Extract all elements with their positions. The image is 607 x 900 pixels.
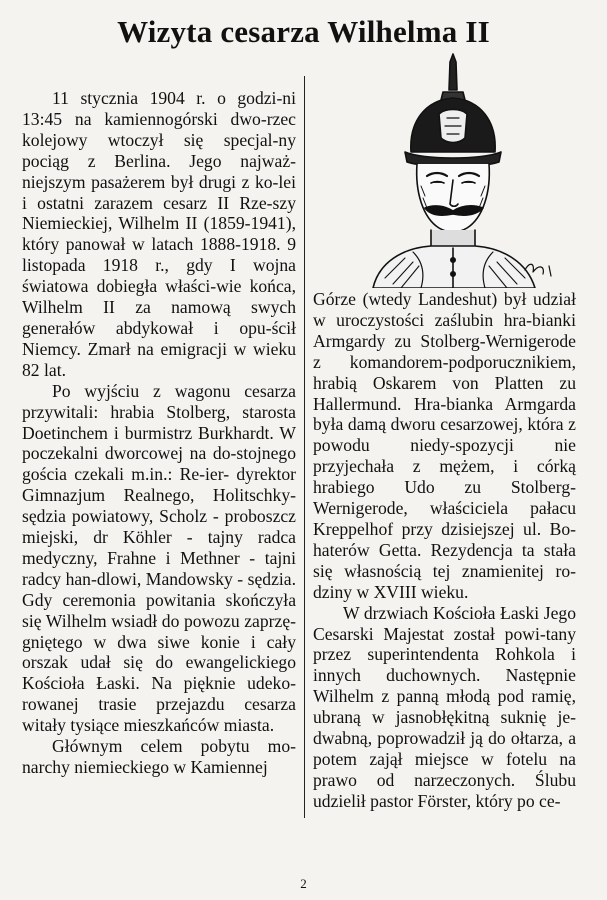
- column-divider: [304, 76, 305, 818]
- article-title: Wizyta cesarza Wilhelma II: [117, 14, 490, 49]
- paragraph: Głównym celem pobytu mo-narchy niemieckiego w Kamiennej: [22, 736, 296, 777]
- emperor-portrait-illustration: [313, 52, 573, 288]
- right-column: [313, 289, 576, 812]
- paragraph: Po wyjściu z wagonu cesarza przywitali: hrabia Stolberg, starosta Doetinchem i burmistrz Burkhardt. W poczekalni dworcowej na do-stojnego gościa czekali m.in.: Re-ier- dyrektor Gimnazjum Realnego, Holitschky- sędzia powiatowy, Scholz - proboszcz miejski, dr Köhler - tajny radca medyczny, Frahne i Methner - tajni radcy han-dlowi, Mandowsky - sędzia. Gdy ceremonia powitania skończyła się Wilhelm wsiadł do powozu zaprzę-gniętego w dwa siwe konie i cały orszak udał się do ewangelickiego Kościoła Łaski. Na pięknie udeko-rowanej trasie przejazdu cesarza witały tysiące mieszkańców miasta.: [22, 380, 296, 736]
- paragraph: W drzwiach Kościoła Łaski Jego Cesarski Majestat został powi-tany przez superintendenta Rohkola i innych duchownych. Następnie Wilhelm z panną młodą pod ramię, ubraną w jasnobłękitną suknię je-dwabną, poprowadził ją do ołtarza, a potem zajął miejsce w fotelu na prawo od narzeczonych. Ślubu udzielił pastor Förster, który po ce-: [313, 602, 576, 811]
- left-column: [22, 88, 296, 778]
- paragraph: 11 stycznia 1904 r. o godzi-ni 13:45 na kamiennogórski dwo-rzec kolejowy wtoczył się specjal-ny pociąg z Berlina. Jego najważ-niejszym pasażerem był drugi z ko-lei i ostatni zarazem cesarz II Rze-szy Niemieckiej, Wilhelm II (1859-1941), który panował w latach 1888-1918. 9 listopada 1918 r., gdy I wojna światowa dobiegła właści-wie końca, Wilhelm II za namową swych generałów abdykował i opu-ścił Niemcy. Zmarł na emigracji w wieku 82 lat.: [22, 88, 296, 380]
- page-number: 2: [300, 876, 307, 891]
- paragraph: Górze (wtedy Landeshut) był udział w uroczystości zaślubin hra-bianki Armgardy zu Stolberg-Wernigerode z komandorem-podporucznikiem, hrabią Oskarem von Platten zu Hallermund. Hra-bianka Armgarda była damą dworu cesarzowej, która z powodu niedy-spozycji nie przyjechała z mężem, i córką hrabiego Udo zu Stolberg-Wernigerode, właściciela pałacu Kreppelhof przy dzisiejszej ul. Bo-haterów Getta. Rezydencja ta stała się własnością tej znamienitej ro-dziny w XVIII wieku.: [313, 289, 576, 602]
